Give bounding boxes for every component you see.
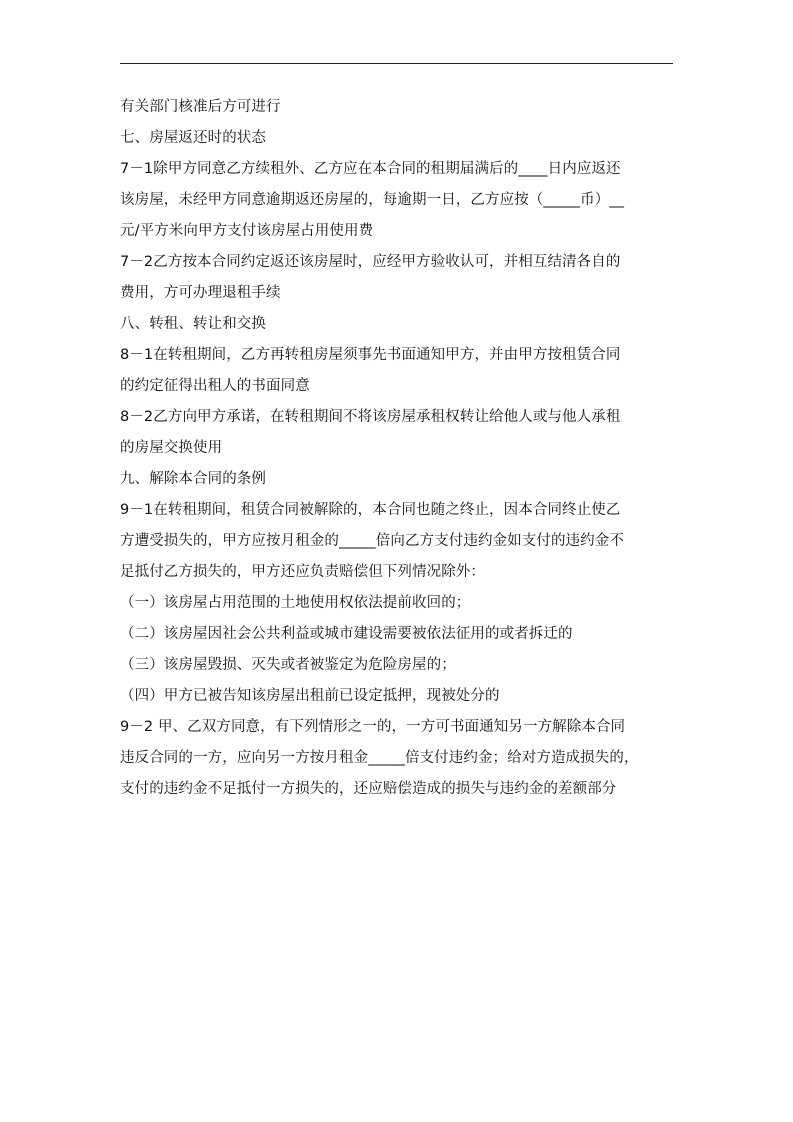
section-heading-9: 九、解除本合同的条例: [120, 471, 266, 487]
text-line: 9－1在转租期间，租赁合同被解除的，本合同也随之终止，因本合同终止使乙: [120, 502, 621, 518]
text-line: 7－1除甲方同意乙方续租外、乙方应在本合同的租期届满后的____日内应返还: [120, 161, 621, 177]
document-body: [120, 92, 675, 805]
text-line: 违反合同的一方，应向另一方按月租金_____倍支付违约金；给对方造成损失的，: [120, 750, 639, 766]
text-line: 有关部门核准后方可进行: [120, 99, 281, 115]
text-line: 该房屋，未经甲方同意逾期返还房屋的，每逾期一日，乙方应按（_____币）__: [120, 192, 625, 208]
text-line: 费用，方可办理退租手续: [120, 285, 281, 301]
text-line: 7－2乙方按本合同约定返还该房屋时，应经甲方验收认可，并相互结清各自的: [120, 254, 621, 270]
text-line: 元/平方米向甲方支付该房屋占用使用费: [120, 223, 374, 239]
section-heading-8: 八、转租、转让和交换: [120, 316, 266, 332]
list-item: （三）该房屋毁损、灭失或者被鉴定为危险房屋的；: [120, 657, 456, 673]
list-item: （一）该房屋占用范围的土地使用权依法提前收回的；: [120, 595, 471, 611]
text-line: 的房屋交换使用: [120, 440, 223, 456]
text-line: 的约定征得出租人的书面同意: [120, 378, 310, 394]
text-line: 9－2 甲、乙双方同意，有下列情形之一的，一方可书面通知另一方解除本合同: [120, 719, 626, 735]
text-line: 支付的违约金不足抵付一方损失的，还应赔偿造成的损失与违约金的差额部分: [120, 781, 617, 797]
text-line: 足抵付乙方损失的，甲方还应负责赔偿但下列情况除外：: [120, 564, 485, 580]
text-line: 8－2乙方向甲方承诺，在转租期间不将该房屋承租权转让给他人或与他人承租: [120, 409, 621, 425]
section-heading-7: 七、房屋返还时的状态: [120, 130, 266, 146]
text-line: 8－1在转租期间，乙方再转租房屋须事先书面通知甲方，并由甲方按租赁合同: [120, 347, 621, 363]
text-line: 方遭受损失的，甲方应按月租金的_____倍向乙方支付违约金如支付的违约金不: [120, 533, 624, 549]
list-item: （二）该房屋因社会公共利益或城市建设需要被依法征用的或者拆迁的: [120, 626, 573, 642]
header-rule: [120, 63, 673, 64]
list-item: （四）甲方已被告知该房屋出租前已设定抵押，现被处分的: [120, 688, 500, 704]
